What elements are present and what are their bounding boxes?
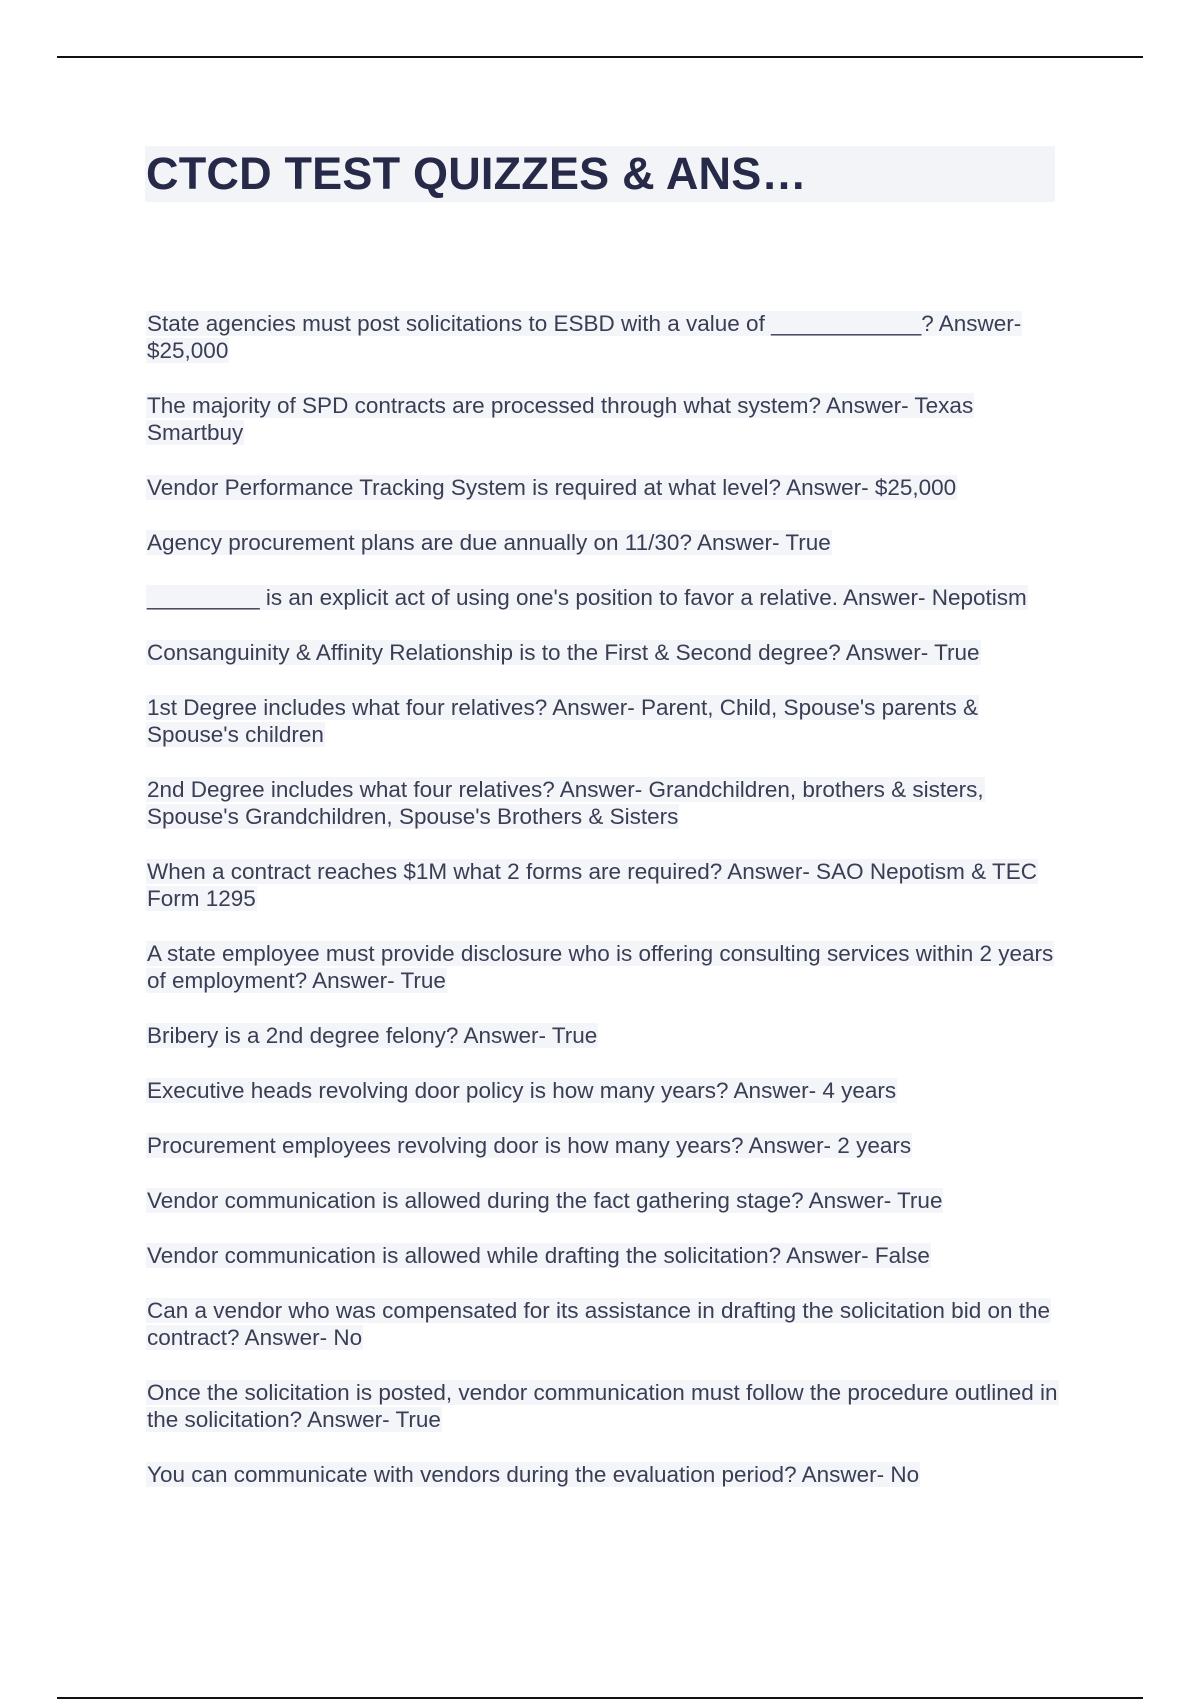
qa-text: You can communicate with vendors during the evaluation period? Answer- No bbox=[147, 1462, 920, 1487]
qa-item bbox=[146, 1379, 1066, 1433]
qa-item bbox=[146, 1187, 1066, 1214]
qa-item bbox=[146, 1297, 1066, 1351]
qa-text: Bribery is a 2nd degree felony? Answer- True bbox=[147, 1023, 598, 1048]
qa-text: Agency procurement plans are due annually on 11/30? Answer- True bbox=[147, 530, 831, 555]
qa-item bbox=[146, 584, 1066, 611]
qa-text: Procurement employees revolving door is how many years? Answer- 2 years bbox=[147, 1133, 912, 1158]
qa-text: A state employee must provide disclosure who is offering consulting services within 2 years of employment? Answer- True bbox=[147, 941, 1054, 993]
qa-item bbox=[146, 392, 1066, 446]
qa-list bbox=[146, 310, 1066, 1516]
qa-item bbox=[146, 1022, 1066, 1049]
qa-item bbox=[146, 940, 1066, 994]
qa-item bbox=[146, 776, 1066, 830]
qa-text: Can a vendor who was compensated for its assistance in drafting the solicitation bid on the contract? Answer- No bbox=[147, 1298, 1051, 1350]
qa-text: When a contract reaches $1M what 2 forms are required? Answer- SAO Nepotism & TEC Form 1295 bbox=[147, 859, 1037, 911]
qa-text: _________ is an explicit act of using one's position to favor a relative. Answer- Nepotism bbox=[147, 585, 1027, 610]
qa-item bbox=[146, 1242, 1066, 1269]
page-bottom-rule bbox=[57, 1697, 1143, 1699]
page-top-rule bbox=[57, 56, 1143, 58]
qa-item bbox=[146, 529, 1066, 556]
qa-item bbox=[146, 474, 1066, 501]
qa-item bbox=[146, 1132, 1066, 1159]
document-title: CTCD TEST QUIZZES & ANS… bbox=[146, 148, 807, 199]
qa-text: Vendor Performance Tracking System is required at what level? Answer- $25,000 bbox=[147, 475, 957, 500]
qa-text: Vendor communication is allowed during the fact gathering stage? Answer- True bbox=[147, 1188, 943, 1213]
qa-item bbox=[146, 1461, 1066, 1488]
qa-text: Once the solicitation is posted, vendor communication must follow the procedure outlined in the solicitation? Answer- True bbox=[147, 1380, 1058, 1432]
qa-text: Executive heads revolving door policy is how many years? Answer- 4 years bbox=[147, 1078, 897, 1103]
qa-text: Consanguinity & Affinity Relationship is to the First & Second degree? Answer- True bbox=[147, 640, 980, 665]
qa-text: State agencies must post solicitations to ESBD with a value of ____________? Answer- $25,000 bbox=[147, 311, 1022, 363]
qa-text: Vendor communication is allowed while drafting the solicitation? Answer- False bbox=[147, 1243, 930, 1268]
qa-item bbox=[146, 858, 1066, 912]
qa-item bbox=[146, 694, 1066, 748]
qa-item bbox=[146, 1077, 1066, 1104]
qa-text: The majority of SPD contracts are processed through what system? Answer- Texas Smartbuy bbox=[147, 393, 974, 445]
qa-text: 2nd Degree includes what four relatives? Answer- Grandchildren, brothers & sisters, Spouse's Grandchildren, Spouse's Brothers & Sisters bbox=[147, 777, 984, 829]
qa-item bbox=[146, 310, 1066, 364]
qa-text: 1st Degree includes what four relatives? Answer- Parent, Child, Spouse's parents & Spouse's children bbox=[147, 695, 978, 747]
qa-item bbox=[146, 639, 1066, 666]
